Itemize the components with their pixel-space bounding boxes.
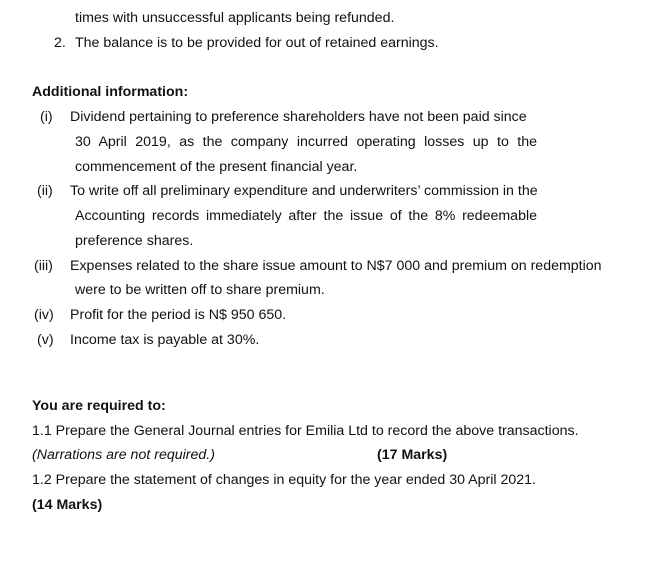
item-ii-line-2: Accounting records immediately after the issue of the 8% redeemable [75, 208, 537, 224]
item-iv-line-1: Profit for the period is N$ 950 650. [70, 307, 287, 323]
numeral-iii: (iii) [34, 258, 53, 274]
question-1-2-marks: (14 Marks) [32, 497, 103, 513]
item-i-line-2: 30 April 2019, as the company incurred operating losses up to the [75, 134, 537, 150]
question-1-1-text: 1.1 Prepare the General Journal entries for Emilia Ltd to record the above transactions. [32, 423, 579, 439]
item-i-line-3: commencement of the present financial year. [75, 159, 358, 175]
item-iii-line-1: Expenses related to the share issue amount to N$7 000 and premium on redemption [70, 258, 602, 274]
list-number-2: 2. [54, 35, 66, 51]
required-heading: You are required to: [32, 398, 166, 414]
numeral-iv: (iv) [34, 307, 54, 323]
numeral-ii: (ii) [37, 183, 53, 199]
item-ii-line-3: preference shares. [75, 233, 194, 249]
question-1-1-marks: (17 Marks) [377, 447, 448, 463]
item-v-line-1: Income tax is payable at 30%. [70, 332, 260, 348]
item-i-line-1: Dividend pertaining to preference shareholders have not been paid since [70, 109, 527, 125]
numeral-v: (v) [37, 332, 54, 348]
numeral-i: (i) [40, 109, 53, 125]
continued-text: times with unsuccessful applicants being refunded. [75, 10, 395, 26]
question-1-2-text: 1.2 Prepare the statement of changes in equity for the year ended 30 April 2021. [32, 472, 536, 488]
additional-info-heading: Additional information: [32, 84, 189, 100]
item-ii-line-1: To write off all preliminary expenditure and underwriters’ commission in the [70, 183, 538, 199]
question-1-1-note: (Narrations are not required.) [32, 447, 215, 463]
list-item-2-text: The balance is to be provided for out of retained earnings. [75, 35, 439, 51]
item-iii-line-2: were to be written off to share premium. [75, 282, 325, 298]
